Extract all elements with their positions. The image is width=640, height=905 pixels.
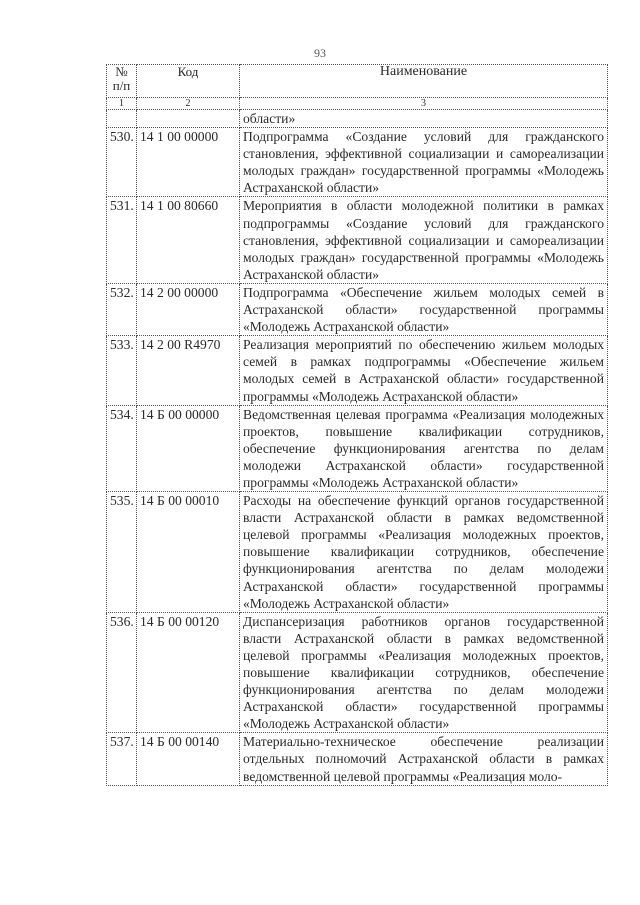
table-header-row bbox=[107, 65, 608, 98]
header-code: Код bbox=[137, 65, 240, 98]
table-row bbox=[107, 733, 608, 785]
row-number: 530. bbox=[107, 128, 137, 197]
budget-code-table bbox=[106, 64, 608, 786]
table-row bbox=[107, 336, 608, 405]
column-index: 2 bbox=[137, 98, 240, 110]
column-index: 1 bbox=[107, 98, 137, 110]
row-code: 14 Б 00 00010 bbox=[137, 492, 240, 613]
row-code: 14 Б 00 00140 bbox=[137, 733, 240, 785]
row-code: 14 1 00 80660 bbox=[137, 197, 240, 283]
row-name: Подпрограмма «Создание условий для гражданского становления, эффективной социализации и самореализации молодых граждан» государственной программы «Молодежь Астраханской области» bbox=[240, 128, 608, 197]
row-number: 534. bbox=[107, 405, 137, 491]
row-name: Диспансеризация работников органов государственной власти Астраханской области в рамках ведомственной целевой программы «Реализация молодежных проектов, повышение квалификации сотрудников, обеспечение функционирования агентства по делам молодежи Астраханской области» государственной программы «Молодежь Астраханской области» bbox=[240, 612, 608, 733]
table-row bbox=[107, 128, 608, 197]
row-name: Реализация мероприятий по обеспечению жильем молодых семей в рамках подпрограммы «Обеспечение жильем молодых семей в Астраханской области» государственной программы «Молодежь Астраханской области» bbox=[240, 336, 608, 405]
row-number: 536. bbox=[107, 612, 137, 733]
row-code: 14 2 00 00000 bbox=[137, 283, 240, 335]
row-number: 537. bbox=[107, 733, 137, 785]
row-code: 14 Б 00 00120 bbox=[137, 612, 240, 733]
row-code: 14 2 00 R4970 bbox=[137, 336, 240, 405]
row-number: 533. bbox=[107, 336, 137, 405]
row-number: 532. bbox=[107, 283, 137, 335]
column-index: 3 bbox=[240, 98, 608, 110]
row-code: 14 1 00 00000 bbox=[137, 128, 240, 197]
header-name: Наименование bbox=[240, 65, 608, 98]
row-number: 531. bbox=[107, 197, 137, 283]
row-name: Подпрограмма «Обеспечение жильем молодых семей в Астраханской области» государственной программы «Молодежь Астраханской области» bbox=[240, 283, 608, 335]
row-number: 535. bbox=[107, 492, 137, 613]
row-name: Мероприятия в области молодежной политики в рамках подпрограммы «Создание условий для гражданского становления, эффективной социализации и самореализации молодых граждан» государственной программы «Молодежь Астраханской области» bbox=[240, 197, 608, 283]
table-row bbox=[107, 405, 608, 491]
table-row bbox=[107, 283, 608, 335]
row-name: Расходы на обеспечение функций органов государственной власти Астраханской области в рамках ведомственной целевой программы «Реализация молодежных проектов, повышение квалификации сотрудников, обеспечение функционирования агентства по делам молодежи Астраханской области» государственной программы «Молодежь Астраханской области» bbox=[240, 492, 608, 613]
table-row bbox=[107, 612, 608, 733]
row-name: Ведомственная целевая программа «Реализация молодежных проектов, повышение квалификации сотрудников, обеспечение функционирования агентства по делам молодежи Астраханской области» государственной программы «Молодежь Астраханской области» bbox=[240, 405, 608, 491]
column-index-row bbox=[107, 98, 608, 110]
header-num: № п/п bbox=[107, 65, 137, 98]
continuation-text: области» bbox=[240, 110, 608, 128]
page-number: 93 bbox=[314, 46, 326, 60]
continuation-row bbox=[107, 110, 608, 128]
table-row bbox=[107, 492, 608, 613]
row-name: Материально-техническое обеспечение реализации отдельных полномочий Астраханской области в рамках ведомственной целевой программы «Реализация моло- bbox=[240, 733, 608, 785]
table-row bbox=[107, 197, 608, 283]
row-code: 14 Б 00 00000 bbox=[137, 405, 240, 491]
